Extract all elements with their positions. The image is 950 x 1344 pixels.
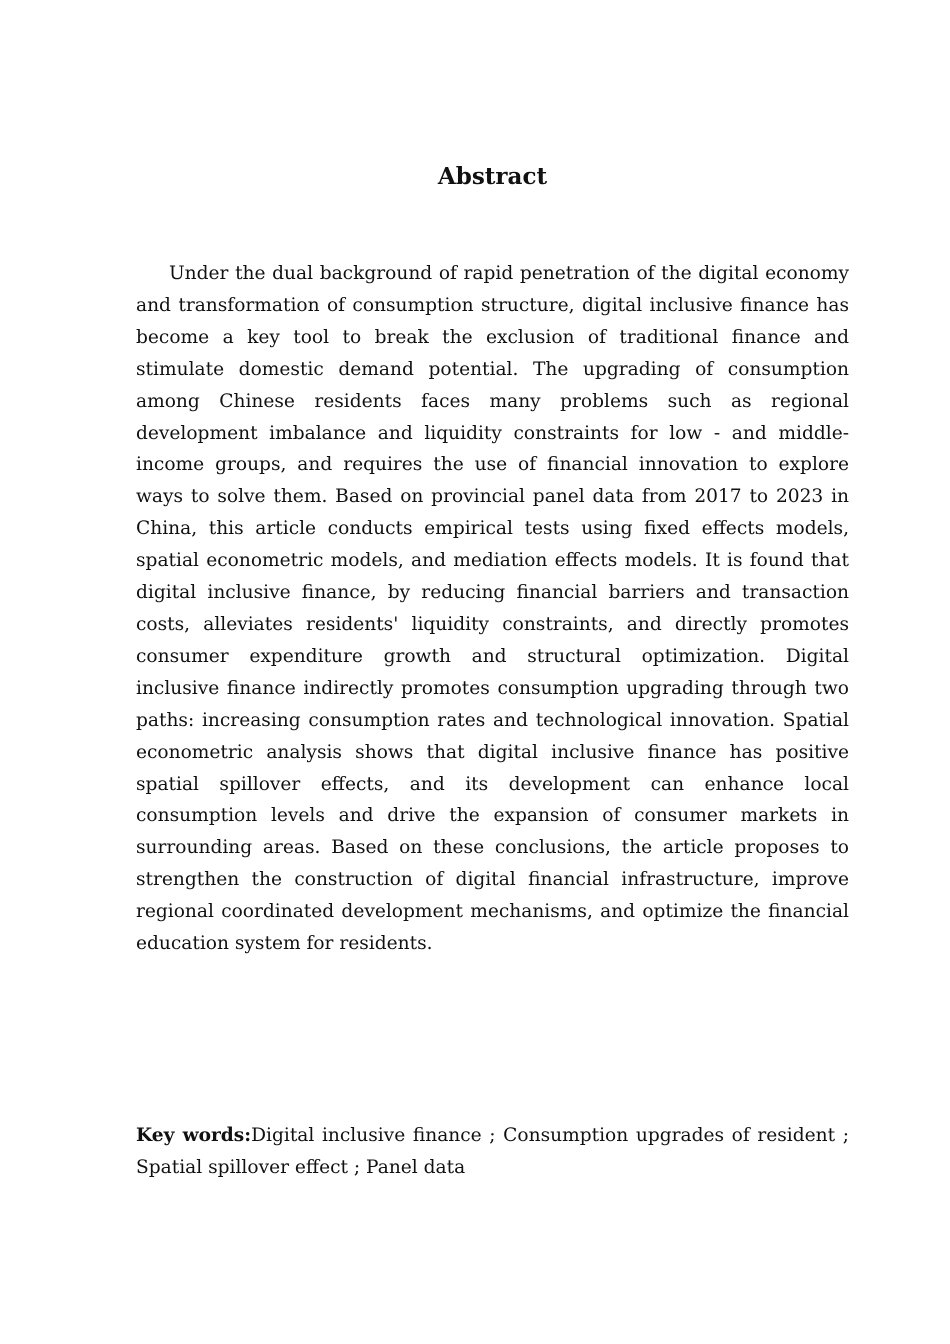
abstract-title: Abstract xyxy=(437,163,548,190)
keywords-text: Digital inclusive finance ; Consumption upgrades of resident ; Spatial spillover effect ; Panel data xyxy=(136,1125,849,1178)
abstract-body: Under the dual background of rapid penetration of the digital economy and transformation of consumption structure, digital inclusive finance has become a key tool to break the exclusion of traditional finance and stimulate domestic demand potential. The upgrading of consumption among Chinese residents faces many problems such as regional development imbalance and liquidity constraints for low - and middle-income groups, and requires the use of financial innovation to explore ways to solve them. Based on provincial panel data from 2017 to 2023 in China, this article conducts empirical tests using fixed effects models, spatial econometric models, and mediation effects models. It is found that digital inclusive finance, by reducing financial barriers and transaction costs, alleviates residents' liquidity constraints, and directly promotes consumer expenditure growth and structural optimization. Digital inclusive finance indirectly promotes consumption upgrading through two paths: increasing consumption rates and technological innovation. Spatial econometric analysis shows that digital inclusive finance has positive spatial spillover effects, and its development can enhance local consumption levels and drive the expansion of consumer markets in surrounding areas. Based on these conclusions, the article proposes to strengthen the construction of digital financial infrastructure, improve regional coordinated development mechanisms, and optimize the financial education system for residents. xyxy=(136,263,849,955)
keywords-label: Key words: xyxy=(136,1125,252,1146)
keywords-line xyxy=(136,1120,849,1184)
